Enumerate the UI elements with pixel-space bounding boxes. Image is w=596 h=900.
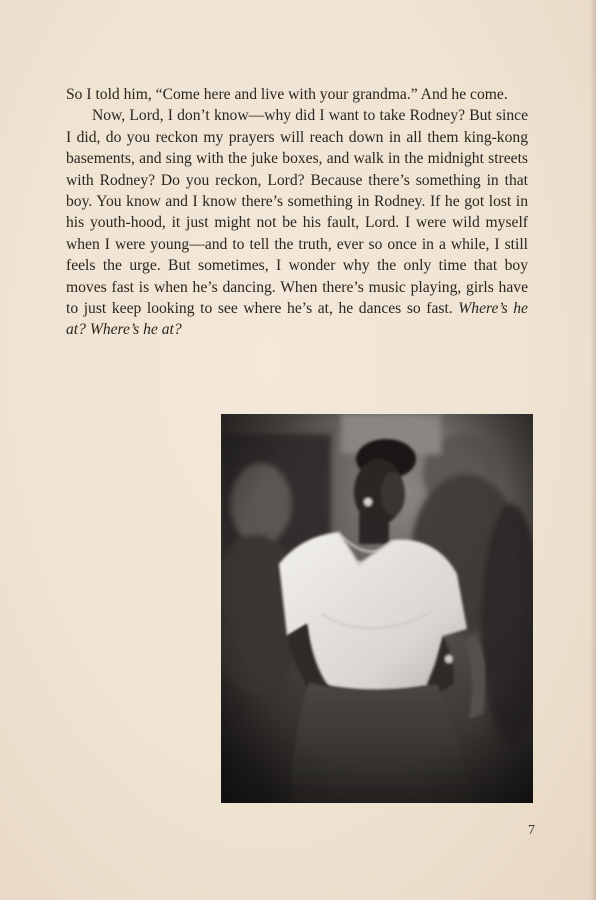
paragraph-2 — [66, 105, 528, 340]
paragraph-1 — [66, 84, 528, 105]
paragraph-2-text: Now, Lord, I don’t know—why did I want to take Rodney? But since I did, do you reckon my prayers will reach down in all them king-kong basements, and sing with the juke boxes, and walk in the midnight streets with Rodney? Do you reckon, Lord? Because there’s something in that boy. You know and I know there’s something in Rodney. If he got lost in his youth-hood, it just might not be his fault, Lord. I were wild myself when I were young—and to tell the truth, ever so once in a while, I still feels the urge. But sometimes, I wonder why the only time that boy moves fast is when he’s dancing. When there’s music playing, girls have to just keep looking to see where he’s at, he dances so fast. — [66, 107, 528, 318]
body-text — [66, 84, 528, 341]
paragraph-1-text: So I told him, “Come here and live with your grandma.” And he come. — [66, 86, 508, 103]
page-number: 7 — [528, 823, 535, 838]
photograph-woman-dancing — [221, 414, 533, 803]
paragraph-2-italic-tail: Where’s he at? Where’s he at? — [66, 300, 528, 339]
photo-illustration — [221, 414, 533, 803]
